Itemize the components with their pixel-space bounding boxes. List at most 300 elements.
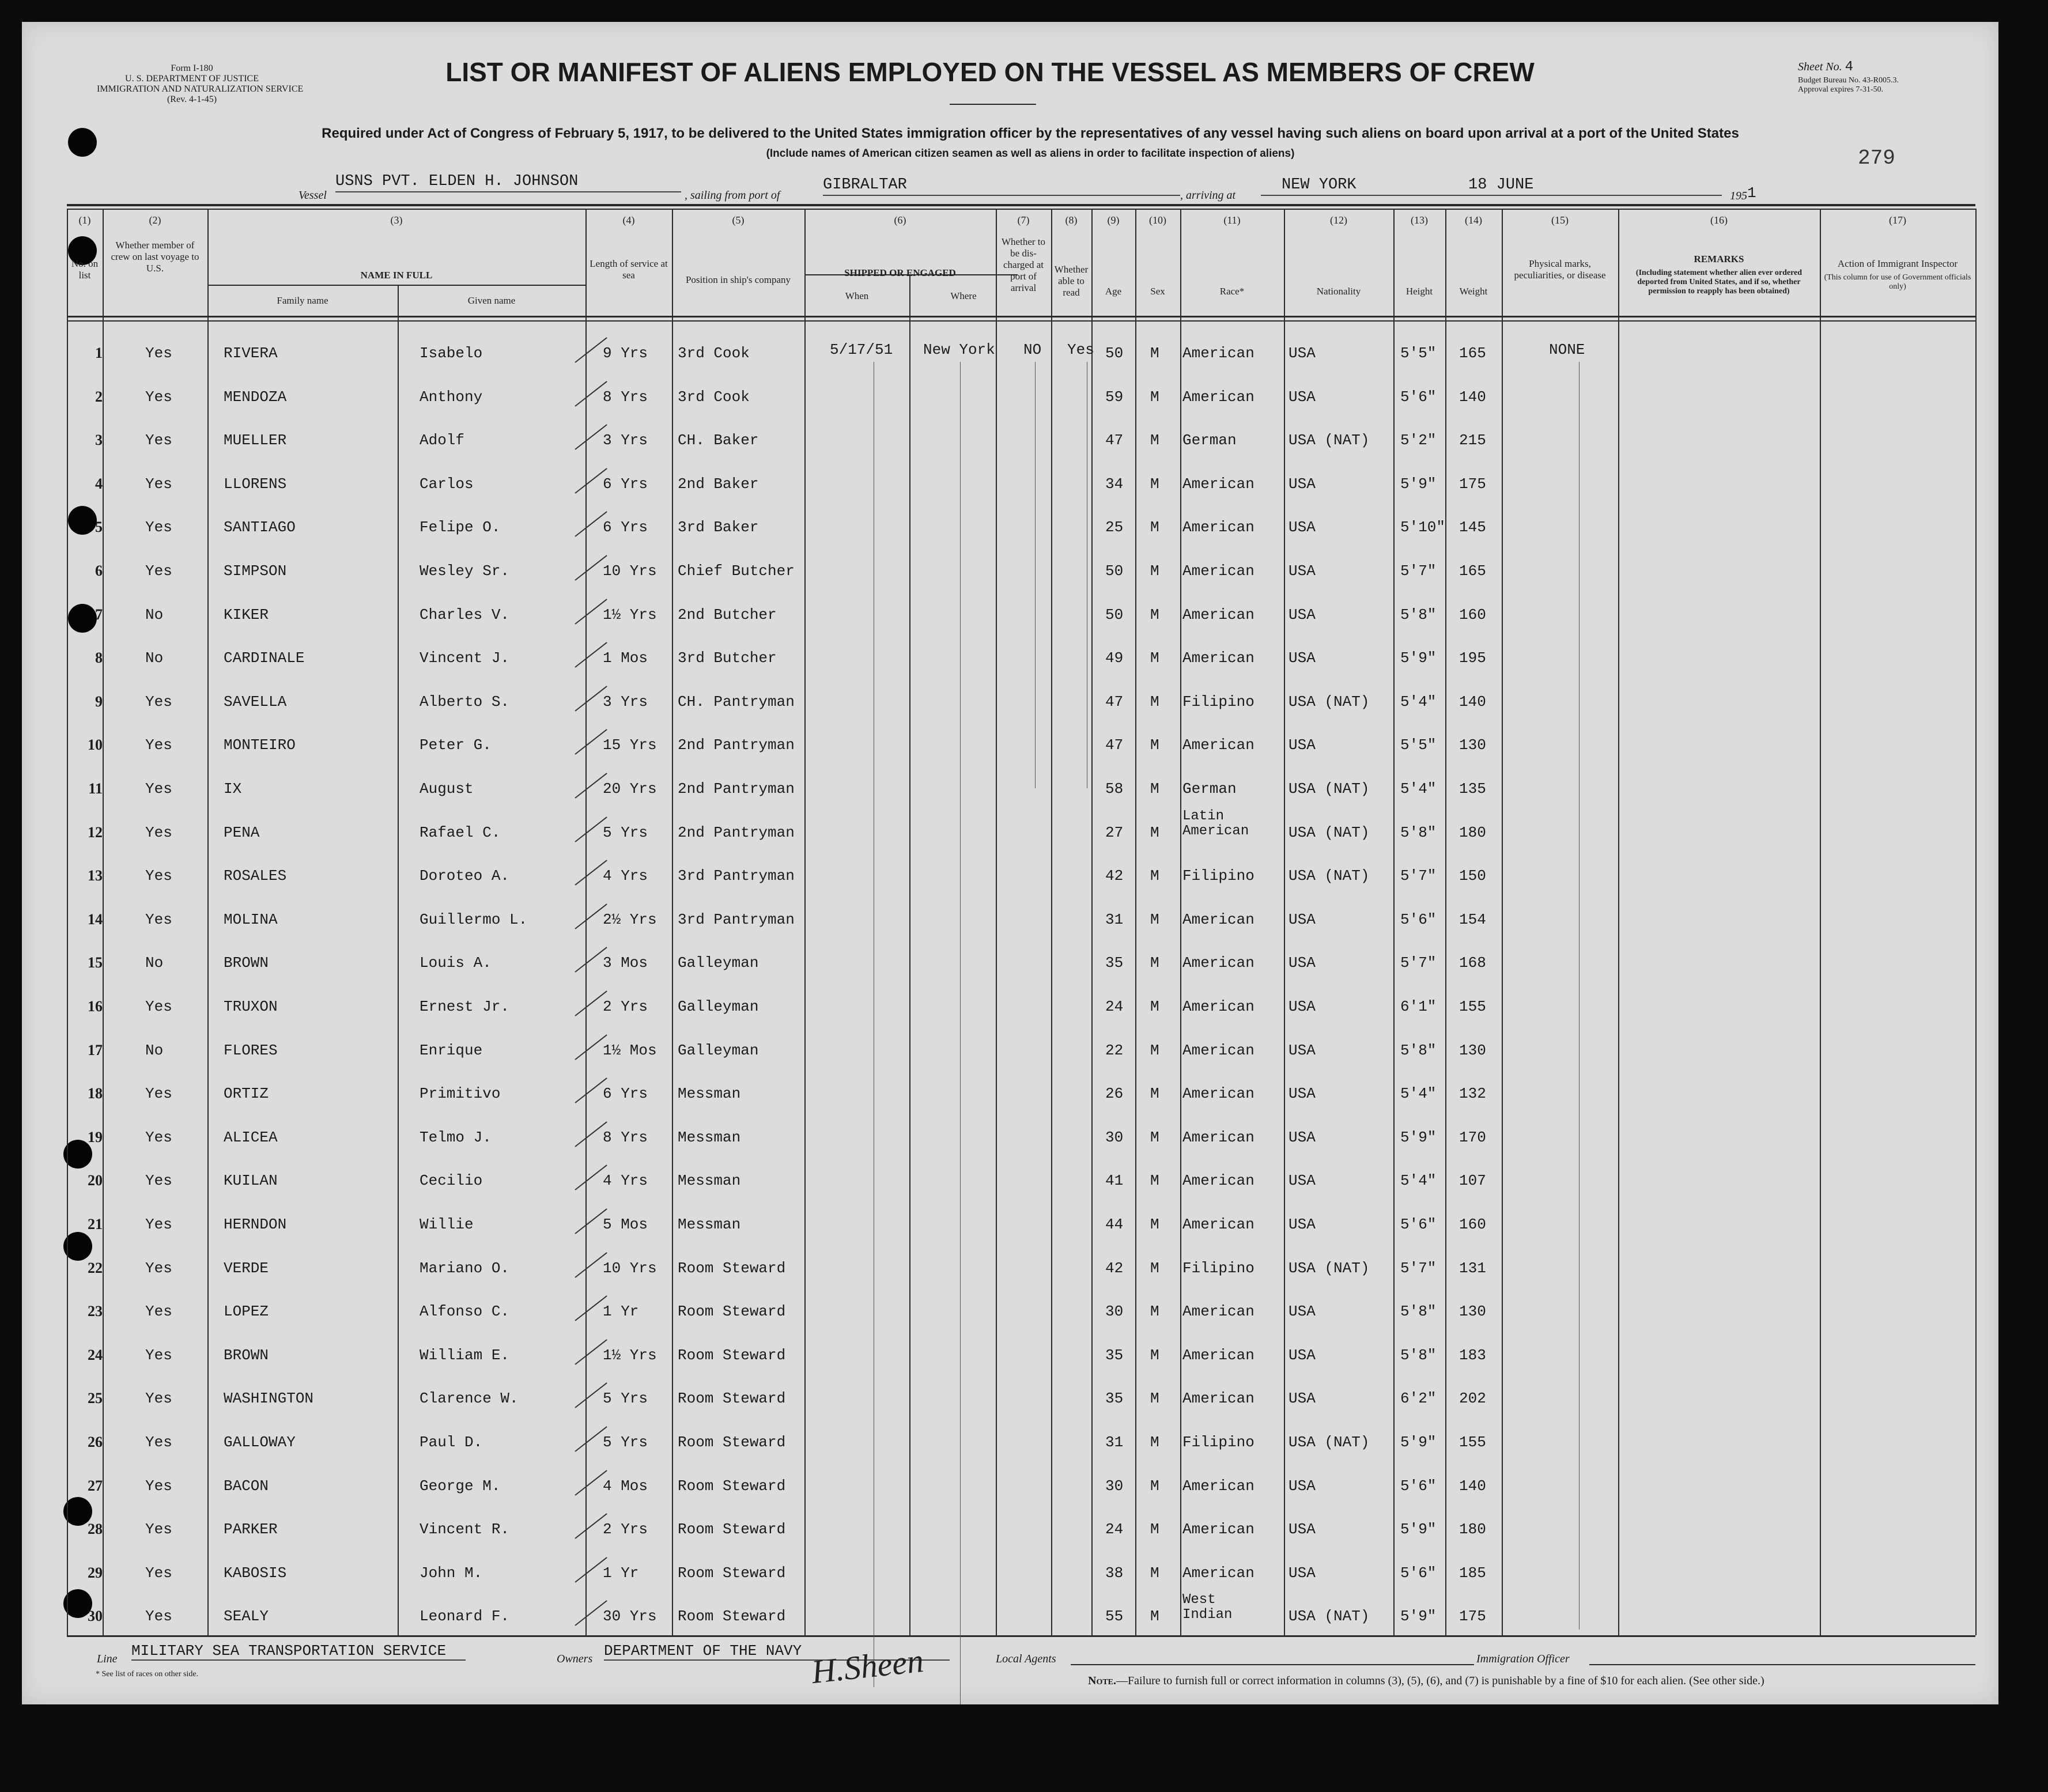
row-prev: Yes — [145, 693, 172, 710]
column-number: (10) — [1149, 214, 1166, 226]
row-position: 3rd Cook — [678, 388, 750, 406]
row-sex: M — [1150, 562, 1159, 580]
row-service: 5 Yrs — [603, 823, 648, 841]
row-no: 13 — [88, 867, 103, 884]
row-service: 8 Yrs — [603, 1128, 648, 1146]
row-height: 5'6" — [1400, 1216, 1437, 1233]
row-nat: USA — [1288, 1346, 1316, 1364]
row-height: 5'5" — [1400, 736, 1437, 754]
column-number: (8) — [1065, 214, 1078, 226]
row-race: American — [1182, 1303, 1255, 1321]
row-height: 5'9" — [1400, 1608, 1437, 1625]
column-subheader: Family name — [277, 295, 328, 306]
page-subtitle-note: (Include names of American citizen seamen as well as aliens in order to facilitate inspection of aliens) — [766, 148, 1295, 160]
row-weight: 185 — [1459, 1564, 1486, 1582]
row-age: 22 — [1105, 1041, 1124, 1059]
row-age: 31 — [1105, 910, 1124, 928]
row-sex: M — [1150, 1434, 1159, 1451]
column-header: Sex — [1150, 286, 1165, 297]
row-nat: USA — [1288, 519, 1316, 536]
row-family: PARKER — [224, 1521, 278, 1538]
row-family: ROSALES — [224, 867, 287, 885]
row-nat: USA — [1288, 910, 1316, 928]
column-header: Physical marks, peculiarities, or disease — [1514, 258, 1606, 281]
row-service: 6 Yrs — [603, 475, 648, 493]
row-given: August — [420, 780, 474, 797]
row-age: 50 — [1105, 562, 1124, 580]
row-prev: No — [145, 606, 164, 623]
row-prev: Yes — [145, 1564, 172, 1582]
column-header-note: (Including statement whether alien ever ordered deported from United States, and if so, whether permission to reapply has been obtained) — [1635, 269, 1803, 296]
row-height: 6'1" — [1400, 998, 1437, 1015]
row-service: 1 Yr — [603, 1303, 639, 1321]
column-number: (7) — [1017, 214, 1030, 226]
owners-label: Owners — [557, 1653, 593, 1665]
row-service: 2 Yrs — [603, 998, 648, 1015]
row-service: 3 Yrs — [603, 693, 648, 710]
row-no: 2 — [95, 388, 103, 405]
row-age: 55 — [1105, 1608, 1124, 1625]
column-number: (4) — [622, 214, 635, 226]
row-marks: NONE — [1549, 341, 1585, 358]
row-nat: USA — [1288, 1303, 1316, 1321]
row-nat: USA — [1288, 1128, 1316, 1146]
row-race: Filipino — [1182, 867, 1255, 885]
row-sex: M — [1150, 867, 1159, 885]
row-sex: M — [1150, 345, 1159, 362]
row-nat: USA (NAT) — [1288, 1434, 1370, 1451]
row-no: 28 — [88, 1521, 103, 1538]
column-header: Nationality — [1316, 286, 1361, 297]
row-no: 6 — [95, 562, 103, 579]
row-family: MONTEIRO — [224, 736, 296, 754]
row-sex: M — [1150, 1041, 1159, 1059]
row-race: American — [1182, 1085, 1255, 1103]
row-family: CARDINALE — [224, 649, 305, 667]
row-given: Vincent R. — [420, 1521, 510, 1538]
row-prev: Yes — [145, 1128, 172, 1146]
row-position: 2nd Baker — [678, 475, 759, 493]
row-weight: 160 — [1459, 1216, 1486, 1233]
row-family: MENDOZA — [224, 388, 287, 406]
row-nat: USA — [1288, 1216, 1316, 1233]
row-age: 44 — [1105, 1216, 1124, 1233]
column-header: Whether to be dis-charged at port of arrival — [1002, 236, 1045, 293]
row-nat: USA — [1288, 1390, 1316, 1408]
row-family: KABOSIS — [224, 1564, 287, 1582]
row-no: 29 — [88, 1564, 103, 1581]
row-position: Room Steward — [678, 1434, 786, 1451]
row-weight: 132 — [1459, 1085, 1486, 1103]
row-family: FLORES — [224, 1041, 278, 1059]
row-no: 18 — [88, 1085, 103, 1102]
row-height: 5'8" — [1400, 606, 1437, 623]
row-weight: 175 — [1459, 475, 1486, 493]
row-position: 3rd Butcher — [678, 649, 777, 667]
row-position: 3rd Baker — [678, 519, 759, 536]
row-prev: No — [145, 954, 164, 972]
row-position: Chief Butcher — [678, 562, 795, 580]
row-nat: USA — [1288, 1041, 1316, 1059]
row-nat: USA — [1288, 1172, 1316, 1190]
row-nat: USA — [1288, 388, 1316, 406]
row-service: 1 Mos — [603, 649, 648, 667]
row-family: ALICEA — [224, 1128, 278, 1146]
row-height: 5'4" — [1400, 1172, 1437, 1190]
row-given: Isabelo — [420, 345, 483, 362]
row-weight: 154 — [1459, 910, 1486, 928]
sheet-number: Sheet No. 4 — [1798, 59, 1854, 75]
row-given: Alberto S. — [420, 693, 510, 710]
row-weight: 130 — [1459, 736, 1486, 754]
row-race: West Indian — [1182, 1592, 1233, 1623]
row-position: Galleyman — [678, 998, 759, 1015]
row-position: 2nd Pantryman — [678, 780, 795, 797]
row-no: 25 — [88, 1390, 103, 1407]
row-position: 2nd Butcher — [678, 606, 777, 623]
row-service: 3 Yrs — [603, 432, 648, 449]
row-race: Latin American — [1182, 808, 1249, 839]
row-race: American — [1182, 1172, 1255, 1190]
row-prev: Yes — [145, 1259, 172, 1277]
row-nat: USA — [1288, 1085, 1316, 1103]
row-service: 1½ Mos — [603, 1041, 657, 1059]
row-prev: Yes — [145, 475, 172, 493]
row-sex: M — [1150, 1608, 1159, 1625]
row-age: 30 — [1105, 1477, 1124, 1495]
row-race: American — [1182, 606, 1255, 623]
column-number: (11) — [1223, 214, 1241, 226]
row-race: American — [1182, 1346, 1255, 1364]
row-where: New York — [923, 341, 995, 358]
row-family: TRUXON — [224, 998, 278, 1015]
page-stamp: 279 — [1858, 146, 1895, 170]
row-race: German — [1182, 432, 1237, 449]
row-position: Room Steward — [678, 1608, 786, 1625]
vessel-name: USNS PVT. ELDEN H. JOHNSON — [335, 173, 681, 192]
column-header: NAME IN FULL — [360, 270, 433, 281]
column-header: Race* — [1219, 286, 1245, 297]
row-height: 5'9" — [1400, 1128, 1437, 1146]
vessel-label: Vessel — [298, 189, 327, 202]
row-no: 14 — [88, 910, 103, 928]
row-race: Filipino — [1182, 1434, 1255, 1451]
arrival-line — [1261, 176, 1722, 196]
row-weight: 180 — [1459, 823, 1486, 841]
row-race: American — [1182, 1390, 1255, 1408]
row-given: Louis A. — [420, 954, 492, 972]
row-service: 4 Mos — [603, 1477, 648, 1495]
row-sex: M — [1150, 1259, 1159, 1277]
row-height: 5'5" — [1400, 345, 1437, 362]
row-height: 5'10" — [1400, 519, 1446, 536]
row-height: 5'9" — [1400, 1521, 1437, 1538]
row-weight: 107 — [1459, 1172, 1486, 1190]
row-no: 3 — [95, 432, 103, 449]
row-prev: No — [145, 1041, 164, 1059]
port-of-departure: GIBRALTAR — [823, 176, 1180, 196]
row-height: 5'4" — [1400, 1085, 1437, 1103]
column-number: (15) — [1551, 214, 1569, 226]
row-family: SEALY — [224, 1608, 269, 1625]
row-no: 30 — [88, 1608, 103, 1625]
row-no: 15 — [88, 954, 103, 971]
column-header: Weight — [1459, 286, 1488, 297]
row-position: Room Steward — [678, 1564, 786, 1582]
row-family: BROWN — [224, 954, 269, 972]
row-prev: Yes — [145, 388, 172, 406]
row-family: PENA — [224, 823, 260, 841]
row-prev: Yes — [145, 432, 172, 449]
row-age: 42 — [1105, 867, 1124, 885]
row-given: Willie — [420, 1216, 474, 1233]
row-weight: 131 — [1459, 1259, 1486, 1277]
row-sex: M — [1150, 1216, 1159, 1233]
row-no: 21 — [88, 1216, 103, 1233]
row-race: American — [1182, 1128, 1255, 1146]
row-prev: Yes — [145, 1434, 172, 1451]
row-given: George M. — [420, 1477, 501, 1495]
column-subheader: When — [845, 290, 869, 301]
row-no: 19 — [88, 1128, 103, 1145]
row-given: William E. — [420, 1346, 510, 1364]
row-weight: 140 — [1459, 693, 1486, 710]
row-weight: 195 — [1459, 649, 1486, 667]
row-prev: Yes — [145, 1216, 172, 1233]
row-position: Room Steward — [678, 1303, 786, 1321]
row-sex: M — [1150, 388, 1159, 406]
row-given: Clarence W. — [420, 1390, 519, 1408]
row-sex: M — [1150, 736, 1159, 754]
row-given: Cecilio — [420, 1172, 483, 1190]
row-nat: USA (NAT) — [1288, 823, 1370, 841]
row-prev: Yes — [145, 1521, 172, 1538]
column-number: (1) — [78, 214, 91, 226]
row-service: 5 Yrs — [603, 1390, 648, 1408]
row-age: 42 — [1105, 1259, 1124, 1277]
row-weight: 180 — [1459, 1521, 1486, 1538]
row-sex: M — [1150, 475, 1159, 493]
row-sex: M — [1150, 1521, 1159, 1538]
row-race: American — [1182, 736, 1255, 754]
row-service: 5 Mos — [603, 1216, 648, 1233]
row-no: 12 — [88, 823, 103, 841]
row-weight: 155 — [1459, 1434, 1486, 1451]
row-nat: USA (NAT) — [1288, 1608, 1370, 1625]
row-read: Yes — [1067, 341, 1094, 358]
row-family: HERNDON — [224, 1216, 287, 1233]
row-height: 5'2" — [1400, 432, 1437, 449]
row-age: 38 — [1105, 1564, 1124, 1582]
row-family: RIVERA — [224, 345, 278, 362]
row-prev: Yes — [145, 736, 172, 754]
row-age: 59 — [1105, 388, 1124, 406]
row-no: 10 — [88, 736, 103, 754]
row-weight: 168 — [1459, 954, 1486, 972]
column-header: Action of Immigrant Inspector — [1837, 258, 1958, 269]
row-given: Doroteo A. — [420, 867, 510, 885]
row-given: Peter G. — [420, 736, 492, 754]
row-family: BROWN — [224, 1346, 269, 1364]
column-header: No. on list — [71, 258, 99, 281]
column-number: (6) — [894, 214, 906, 226]
row-prev: Yes — [145, 1172, 172, 1190]
row-age: 35 — [1105, 1346, 1124, 1364]
row-age: 35 — [1105, 1390, 1124, 1408]
row-no: 23 — [88, 1303, 103, 1320]
row-position: 2nd Pantryman — [678, 736, 795, 754]
row-race: American — [1182, 1564, 1255, 1582]
races-note: * See list of races on other side. — [96, 1670, 199, 1678]
row-position: Galleyman — [678, 954, 759, 972]
row-prev: Yes — [145, 998, 172, 1015]
row-age: 50 — [1105, 345, 1124, 362]
row-no: 8 — [95, 649, 103, 667]
row-service: 10 Yrs — [603, 562, 657, 580]
row-no: 27 — [88, 1477, 103, 1494]
row-prev: No — [145, 649, 164, 667]
row-race: American — [1182, 998, 1255, 1015]
column-header-note: (This column for use of Government officials only) — [1824, 273, 1971, 291]
row-age: 34 — [1105, 475, 1124, 493]
row-weight: 140 — [1459, 1477, 1486, 1495]
row-nat: USA — [1288, 345, 1316, 362]
row-age: 30 — [1105, 1128, 1124, 1146]
column-number: (17) — [1889, 214, 1906, 226]
row-race: American — [1182, 649, 1255, 667]
row-service: 1½ Yrs — [603, 606, 657, 623]
row-no: 5 — [95, 519, 103, 536]
row-given: Charles V. — [420, 606, 510, 623]
row-race: American — [1182, 954, 1255, 972]
row-family: BACON — [224, 1477, 269, 1495]
row-height: 5'4" — [1400, 693, 1437, 710]
row-weight: 202 — [1459, 1390, 1486, 1408]
row-family: KIKER — [224, 606, 269, 623]
row-sex: M — [1150, 649, 1159, 667]
row-prev: Yes — [145, 1477, 172, 1495]
row-height: 5'9" — [1400, 649, 1437, 667]
row-given: Telmo J. — [420, 1128, 492, 1146]
row-prev: Yes — [145, 519, 172, 536]
row-height: 5'8" — [1400, 1346, 1437, 1364]
row-sex: M — [1150, 780, 1159, 797]
column-number: (13) — [1411, 214, 1428, 226]
row-prev: Yes — [145, 1346, 172, 1364]
row-age: 25 — [1105, 519, 1124, 536]
row-race: American — [1182, 1521, 1255, 1538]
row-race: Filipino — [1182, 1259, 1255, 1277]
row-age: 31 — [1105, 1434, 1124, 1451]
column-number: (14) — [1465, 214, 1482, 226]
row-no: 4 — [95, 475, 103, 492]
row-height: 5'8" — [1400, 823, 1437, 841]
row-weight: 130 — [1459, 1041, 1486, 1059]
row-height: 5'6" — [1400, 1564, 1437, 1582]
row-given: Guillermo L. — [420, 910, 528, 928]
row-height: 5'7" — [1400, 1259, 1437, 1277]
row-nat: USA (NAT) — [1288, 1259, 1370, 1277]
row-race: American — [1182, 562, 1255, 580]
row-position: Room Steward — [678, 1390, 786, 1408]
ditto-line — [1579, 362, 1580, 1630]
column-header: Whether able to read — [1054, 264, 1089, 298]
row-height: 5'8" — [1400, 1041, 1437, 1059]
row-given: Alfonso C. — [420, 1303, 510, 1321]
row-nat: USA — [1288, 1477, 1316, 1495]
row-height: 5'9" — [1400, 1434, 1437, 1451]
row-weight: 140 — [1459, 388, 1486, 406]
row-height: 5'7" — [1400, 562, 1437, 580]
row-family: ORTIZ — [224, 1085, 269, 1103]
row-prev: Yes — [145, 867, 172, 885]
row-nat: USA — [1288, 475, 1316, 493]
row-no: 1 — [95, 345, 103, 361]
row-nat: USA (NAT) — [1288, 780, 1370, 797]
column-header: Length of service at sea — [590, 258, 668, 281]
row-sex: M — [1150, 823, 1159, 841]
row-prev: Yes — [145, 780, 172, 797]
row-age: 41 — [1105, 1172, 1124, 1190]
line-label: Line — [97, 1653, 118, 1665]
row-given: Ernest Jr. — [420, 998, 510, 1015]
row-nat: USA (NAT) — [1288, 693, 1370, 710]
row-height: 6'2" — [1400, 1390, 1437, 1408]
row-service: 6 Yrs — [603, 519, 648, 536]
arrival-year: 1951 — [1730, 184, 1756, 202]
row-service: 8 Yrs — [603, 388, 648, 406]
row-position: Room Steward — [678, 1477, 786, 1495]
page-title: LIST OR MANIFEST OF ALIENS EMPLOYED ON THE VESSEL AS MEMBERS OF CREW — [445, 57, 1535, 87]
row-nat: USA — [1288, 606, 1316, 623]
row-sex: M — [1150, 519, 1159, 536]
column-number: (9) — [1107, 214, 1120, 226]
row-no: 24 — [88, 1346, 103, 1363]
row-family: LLORENS — [224, 475, 287, 493]
row-sex: M — [1150, 432, 1159, 449]
row-age: 50 — [1105, 606, 1124, 623]
arrival-date: 18 JUNE — [1468, 176, 1534, 194]
row-weight: 130 — [1459, 1303, 1486, 1321]
ditto-line — [1035, 362, 1036, 788]
column-header: Whether member of crew on last voyage to U.S. — [111, 240, 199, 274]
row-when: 5/17/51 — [830, 341, 893, 358]
row-family: SANTIAGO — [224, 519, 296, 536]
arriving-label: , arriving at — [1180, 189, 1236, 202]
row-family: MUELLER — [224, 432, 287, 449]
column-header: Position in ship's company — [685, 274, 791, 285]
row-position: 3rd Cook — [678, 345, 750, 362]
row-no: 9 — [95, 693, 103, 710]
column-number: (12) — [1330, 214, 1347, 226]
row-weight: 175 — [1459, 1608, 1486, 1625]
row-race: American — [1182, 475, 1255, 493]
row-weight: 145 — [1459, 519, 1486, 536]
row-family: KUILAN — [224, 1172, 278, 1190]
row-family: SIMPSON — [224, 562, 287, 580]
row-sex: M — [1150, 1128, 1159, 1146]
row-family: WASHINGTON — [224, 1390, 314, 1408]
column-header: SHIPPED OR ENGAGED — [844, 267, 956, 278]
row-position: Room Steward — [678, 1346, 786, 1364]
row-height: 5'6" — [1400, 910, 1437, 928]
row-prev: Yes — [145, 823, 172, 841]
row-age: 35 — [1105, 954, 1124, 972]
row-race: American — [1182, 519, 1255, 536]
row-nat: USA — [1288, 562, 1316, 580]
row-family: MOLINA — [224, 910, 278, 928]
row-weight: 165 — [1459, 562, 1486, 580]
